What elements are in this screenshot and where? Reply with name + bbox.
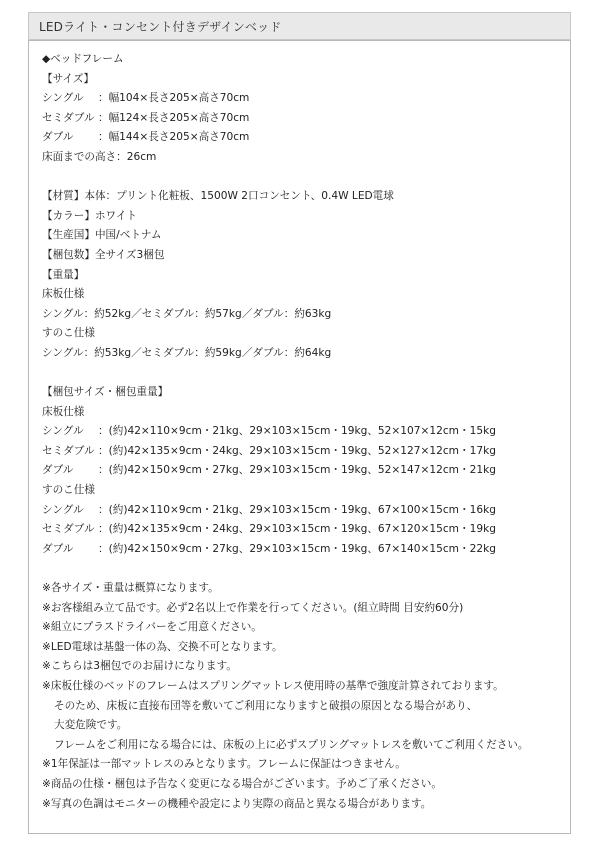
spec-content	[42, 50, 562, 814]
size-label: ダブル	[42, 131, 74, 144]
frame-heading: ◆ベッドフレーム	[42, 53, 124, 65]
note-continuation: 大変危険です。	[54, 719, 128, 732]
note: ※組立にプラスドライバーをご用意ください。	[42, 621, 262, 634]
size-row	[42, 128, 562, 148]
packing-label: ダブル	[42, 542, 74, 555]
packing-row	[42, 442, 562, 462]
packing-value: ：(約)42×110×9cm・21kg、29×103×15cm・19kg、52×107×12cm・15kg	[98, 425, 496, 438]
size-label: セミダブル	[42, 111, 95, 124]
packing-value: ：(約)42×150×9cm・27kg、29×103×15cm・19kg、52×147×12cm・21kg	[98, 464, 496, 477]
packing-label: シングル	[42, 425, 84, 438]
floorboard-label: 床板仕様	[42, 288, 85, 301]
packing-floorboard-label: 床板仕様	[42, 405, 85, 418]
packing-row	[42, 540, 562, 560]
note: ※床板仕様のベッドのフレームはスプリングマットレス使用時の基準で強度計算されております。	[42, 680, 504, 692]
header-bar	[28, 12, 571, 40]
packing-value: ：(約)42×150×9cm・27kg、29×103×15cm・19kg、67×140×15cm・22kg	[98, 542, 496, 555]
weight-heading: 【重量】	[42, 268, 85, 281]
size-value: ：幅144×長さ205×高さ70cm	[98, 131, 250, 144]
packing-value: ：(約)42×135×9cm・24kg、29×103×15cm・19kg、52×127×12cm・17kg	[98, 444, 496, 457]
floor-height: 床面までの高さ：26cm	[42, 150, 157, 163]
packing-label: セミダブル	[42, 523, 95, 536]
note: ※LED電球は基盤一体の為、交換不可となります。	[42, 640, 283, 653]
packing-row	[42, 501, 562, 521]
size-value: ：幅104×長さ205×高さ70cm	[98, 92, 250, 105]
packing-slatted-label: すのこ仕様	[42, 484, 95, 497]
page-title: LEDライト・コンセント付きデザインベッド	[39, 20, 282, 34]
note: ※商品の仕様・梱包は予告なく変更になる場合がございます。予めご了承ください。	[42, 777, 442, 790]
note: ※写真の色調はモニターの機種や設定により実際の商品と異なる場合があります。	[42, 797, 432, 810]
slatted-weights: シングル：約53kg／セミダブル：約59kg／ダブル：約64kg	[42, 346, 332, 359]
packing-value: ：(約)42×110×9cm・21kg、29×103×15cm・19kg、67×100×15cm・16kg	[98, 503, 496, 516]
packing-label: ダブル	[42, 464, 74, 477]
packing-row	[42, 422, 562, 442]
size-row	[42, 109, 562, 129]
packing-label: セミダブル	[42, 444, 95, 457]
origin: 【生産国】中国/ベトナム	[42, 229, 162, 242]
packing-value: ：(約)42×135×9cm・24kg、29×103×15cm・19kg、67×120×15cm・19kg	[98, 523, 496, 536]
size-value: ：幅124×長さ205×高さ70cm	[98, 111, 250, 124]
note-continuation: フレームをご利用になる場合には、床板の上に必ずスプリングマットレスを敷いてご利用ください。	[54, 738, 529, 751]
size-label: シングル	[42, 92, 84, 105]
size-heading: 【サイズ】	[42, 72, 95, 85]
note: ※各サイズ・重量は概算になります。	[42, 582, 219, 595]
size-row	[42, 89, 562, 109]
color: 【カラー】ホワイト	[42, 209, 138, 222]
note: ※お客様組み立て品です。必ず2名以上で作業を行ってください。(組立時間 目安約60分)	[42, 601, 464, 614]
floorboard-weights: シングル：約52kg／セミダブル：約57kg／ダブル：約63kg	[42, 307, 332, 320]
packing-label: シングル	[42, 503, 84, 516]
note-continuation: そのため、床板に直接布団等を敷いてご利用になりますと破損の原因となる場合があり、	[54, 699, 478, 712]
packing-row	[42, 461, 562, 481]
packing-row	[42, 520, 562, 540]
package-count: 【梱包数】全サイズ3梱包	[42, 248, 165, 261]
note: ※1年保証は一部マットレスのみとなります。フレームに保証はつきません。	[42, 758, 406, 771]
note: ※こちらは3梱包でのお届けになります。	[42, 660, 237, 673]
slatted-label: すのこ仕様	[42, 327, 95, 340]
packing-heading: 【梱包サイズ・梱包重量】	[42, 386, 169, 399]
material: 【材質】本体：プリント化粧板、1500W 2口コンセント、0.4W LED電球	[42, 190, 394, 203]
